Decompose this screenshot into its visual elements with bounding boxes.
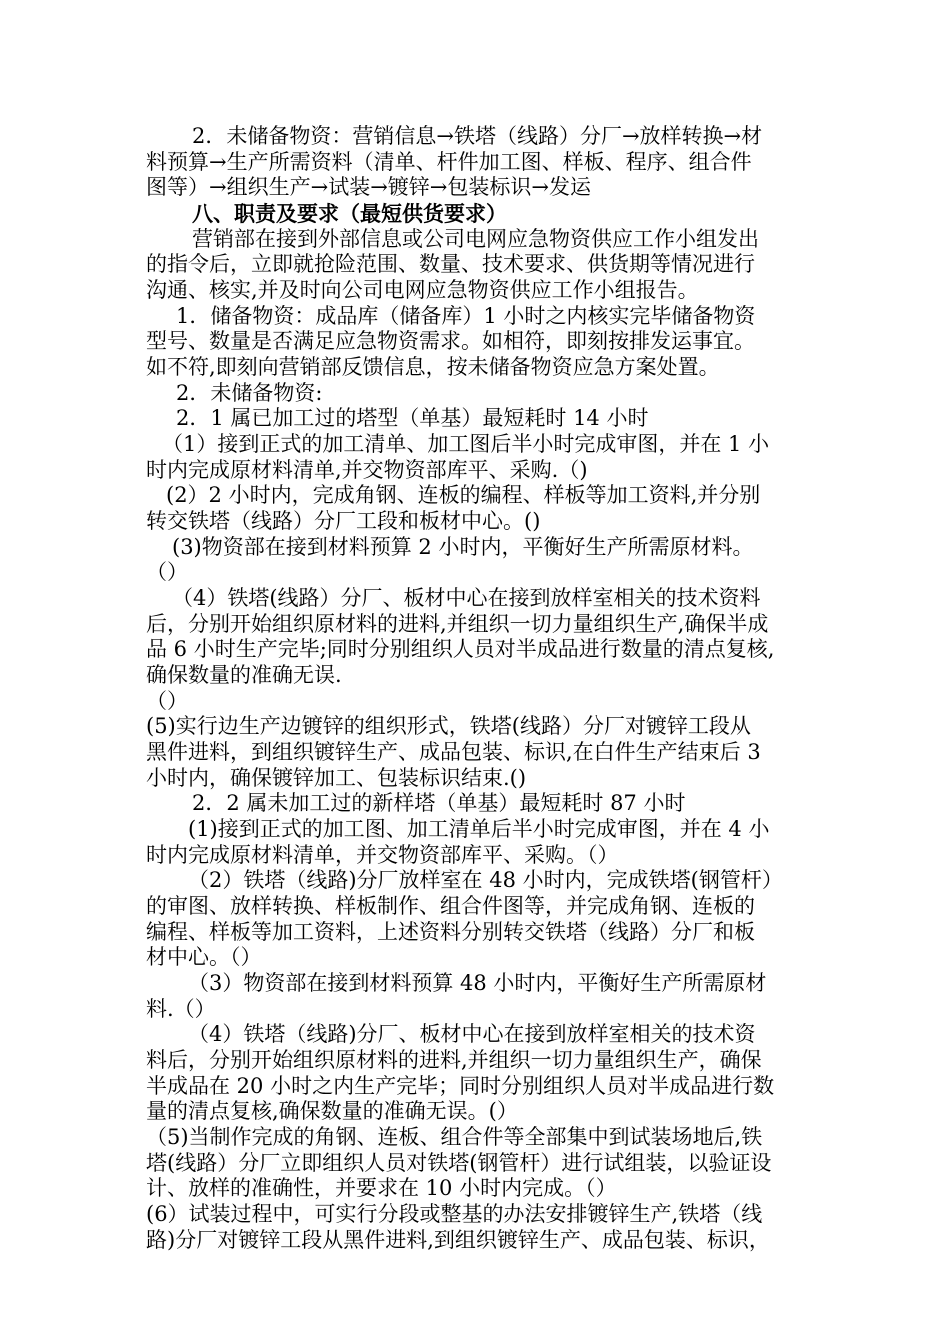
text-line: 2．未储备物资: <box>176 381 323 405</box>
text-line: 料后，分别开始组织原材料的进料,并组织一切力量组织生产，确保 <box>146 1048 762 1072</box>
text-line: 半成品在 20 小时之内生产完毕；同时分别组织人员对半成品进行数 <box>146 1074 775 1098</box>
text-line: (2）2 小时内，完成角钢、连板的编程、样板等加工资料,并分别 <box>166 483 761 507</box>
text-line: (1)接到正式的加工图、加工清单后半小时完成审图，并在 4 小 <box>188 817 770 841</box>
text-line: 小时内，确保镀锌加工、包装标识结束.() <box>146 766 527 790</box>
text-line: 后，分别开始组织原材料的进料,并组织一切力量组织生产,确保半成 <box>146 612 769 636</box>
text-line: (5)实行边生产边镀锌的组织形式，铁塔(线路）分厂对镀锌工段从 <box>146 714 751 738</box>
text-line: 计、放样的准确性，并要求在 10 小时内完成。（） <box>146 1176 617 1200</box>
text-line: 型号、数量是否满足应急物资需求。如相符，即刻按排发运事宜。 <box>146 329 755 353</box>
text-line: 时内完成原材料清单,并交物资部库平、采购.（) <box>146 458 588 482</box>
text-line: （4）铁塔(线路）分厂、板材中心在接到放样室相关的技术资料 <box>172 586 761 610</box>
text-line: 路)分厂对镀锌工段从黑件进料,到组织镀锌生产、成品包装、标识， <box>146 1228 770 1252</box>
text-line: 确保数量的准确无误. <box>146 663 342 687</box>
text-line: 时内完成原材料清单，并交物资部库平、采购。（） <box>146 843 619 867</box>
text-line: （） <box>146 560 188 584</box>
subsection-heading: 2．2 属未加工过的新样塔（单基）最短耗时 87 小时 <box>192 791 686 815</box>
text-line: 量的清点复核,确保数量的准确无误。(） <box>146 1099 518 1123</box>
text-line: 图等）→组织生产→试装→镀锌→包装标识→发运 <box>146 175 591 199</box>
text-line: 塔(线路）分厂立即组织人员对铁塔(钢管杆）进行试组装，以验证设 <box>146 1151 772 1175</box>
text-line: (6）试装过程中，可实行分段或整基的办法安排镀锌生产,铁塔（线 <box>146 1202 763 1226</box>
text-line: (3)物资部在接到材料预算 2 小时内，平衡好生产所需原材料。 <box>172 535 754 559</box>
text-line: 编程、样板等加工资料，上述资料分别转交铁塔（线路）分厂和板 <box>146 920 755 944</box>
text-line: （3）物资部在接到材料预算 48 小时内，平衡好生产所需原材 <box>188 971 767 995</box>
text-line: 营销部在接到外部信息或公司电网应急物资供应工作小组发出 <box>192 227 759 251</box>
text-line: 的审图、放样转换、样板制作、组合件图等，并完成角钢、连板的 <box>146 894 755 918</box>
text-line: 转交铁塔（线路）分厂工段和板材中心。() <box>146 509 541 533</box>
text-line: 料.（） <box>146 997 216 1021</box>
text-line: 品 6 小时生产完毕;同时分别组织人员对半成品进行数量的清点复核, <box>146 637 775 661</box>
text-line: （4）铁塔（线路)分厂、板材中心在接到放样室相关的技术资 <box>188 1022 756 1046</box>
text-line: 2．未储备物资：营销信息→铁塔（线路）分厂→放样转换→材 <box>192 124 763 148</box>
text-line: 的指令后，立即就抢险范围、数量、技术要求、供货期等情况进行 <box>146 252 755 276</box>
subsection-heading: 2．1 属已加工过的塔型（单基）最短耗时 14 小时 <box>176 406 649 430</box>
text-line: 黑件进料，到组织镀锌生产、成品包装、标识,在白件生产结束后 3 <box>146 740 761 764</box>
text-line: （2）铁塔（线路)分厂放样室在 48 小时内，完成铁塔(钢管杆） <box>188 868 783 892</box>
section-heading: 八、职责及要求（最短供货要求） <box>192 201 507 226</box>
text-line: 材中心。（） <box>146 945 262 969</box>
text-line: 如不符,即刻向营销部反馈信息，按未储备物资应急方案处置。 <box>146 355 720 379</box>
text-line: （1）接到正式的加工清单、加工图后半小时完成审图，并在 1 小 <box>162 432 770 456</box>
text-line: （） <box>146 689 188 713</box>
text-line: 1．储备物资：成品库（储备库）1 小时之内核实完毕储备物资 <box>176 304 756 328</box>
text-line: （5)当制作完成的角钢、连板、组合件等全部集中到试装场地后,铁 <box>146 1125 763 1149</box>
text-line: 料预算→生产所需资料（清单、杆件加工图、样板、程序、组合件 <box>146 150 752 174</box>
text-line: 沟通、核实,并及时向公司电网应急物资供应工作小组报告。 <box>146 278 699 302</box>
